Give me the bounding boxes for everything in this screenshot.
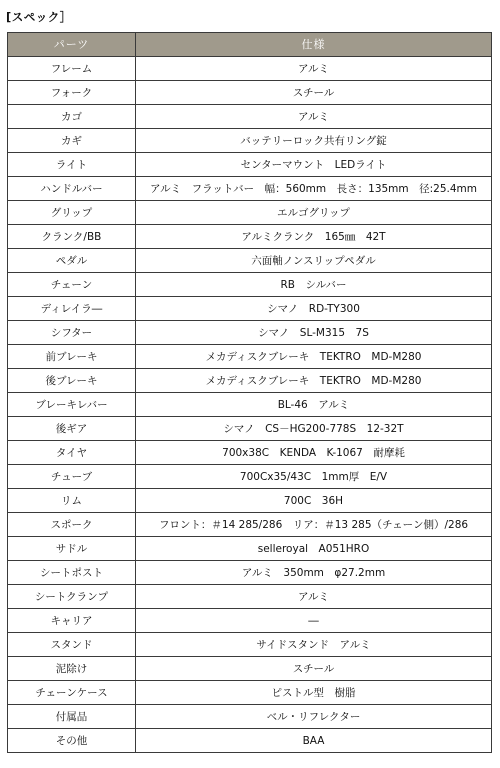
table-row [8,393,492,417]
spec-value: メカディスクブレーキ TEKTRO MD-M280 [136,345,492,369]
part-name: 前ブレーキ [8,345,136,369]
table-row [8,705,492,729]
part-name: シートクランプ [8,585,136,609]
table-header-row [8,33,492,57]
part-name: スポーク [8,513,136,537]
table-row [8,441,492,465]
part-name: ブレーキレバー [8,393,136,417]
table-row [8,417,492,441]
part-name: サドル [8,537,136,561]
spec-table [7,32,492,753]
header-spec: 仕様 [136,33,492,57]
table-row [8,729,492,753]
part-name: カゴ [8,105,136,129]
part-name: 付属品 [8,705,136,729]
spec-value: スチール [136,81,492,105]
spec-value: アルミ 350mm φ27.2mm [136,561,492,585]
part-name: ハンドルバー [8,177,136,201]
table-row [8,681,492,705]
part-name: シートポスト [8,561,136,585]
part-name: カギ [8,129,136,153]
part-name: フレーム [8,57,136,81]
spec-value: アルミ [136,585,492,609]
table-row [8,513,492,537]
table-row [8,609,492,633]
part-name: シフター [8,321,136,345]
spec-value: ― [136,609,492,633]
part-name: キャリア [8,609,136,633]
part-name: その他 [8,729,136,753]
table-row [8,321,492,345]
part-name: 後ギア [8,417,136,441]
part-name: 後ブレーキ [8,369,136,393]
table-row [8,57,492,81]
spec-value: センターマウント LEDライト [136,153,492,177]
table-row [8,129,492,153]
part-name: タイヤ [8,441,136,465]
table-row [8,297,492,321]
spec-value: メカディスクブレーキ TEKTRO MD-M280 [136,369,492,393]
table-row [8,585,492,609]
table-row [8,81,492,105]
table-row [8,177,492,201]
spec-value: 六面軸ノンスリップペダル [136,249,492,273]
table-row [8,561,492,585]
spec-value: スチール [136,657,492,681]
spec-value: サイドスタンド アルミ [136,633,492,657]
part-name: スタンド [8,633,136,657]
spec-value: アルミ [136,57,492,81]
spec-value: アルミクランク 165㎜ 42T [136,225,492,249]
part-name: ディレイラ― [8,297,136,321]
spec-value: 700C 36H [136,489,492,513]
table-row [8,225,492,249]
spec-value: ベル・リフレクター [136,705,492,729]
spec-value: エルゴグリップ [136,201,492,225]
spec-value: フロント：＃14 285/286 リア：＃13 285（チェーン側）/286 [136,513,492,537]
table-row [8,153,492,177]
part-name: クランク/BB [8,225,136,249]
spec-value: selleroyal A051HRO [136,537,492,561]
table-row [8,249,492,273]
part-name: チェーン [8,273,136,297]
part-name: ペダル [8,249,136,273]
spec-value: シマノ CS－HG200-778S 12-32T [136,417,492,441]
part-name: チューブ [8,465,136,489]
table-row [8,105,492,129]
table-row [8,345,492,369]
part-name: 泥除け [8,657,136,681]
part-name: ライト [8,153,136,177]
part-name: リム [8,489,136,513]
spec-value: アルミ フラットバー 幅：560mm 長さ：135mm 径:25.4mm [136,177,492,201]
spec-value: RB シルバー [136,273,492,297]
section-title: [スペック］ [6,10,72,24]
spec-value: アルミ [136,105,492,129]
spec-value: シマノ RD-TY300 [136,297,492,321]
part-name: チェーンケース [8,681,136,705]
spec-value: BL-46 アルミ [136,393,492,417]
spec-value: バッテリーロック共有リング錠 [136,129,492,153]
table-row [8,633,492,657]
spec-value: シマノ SL-M315 7S [136,321,492,345]
spec-value: BAA [136,729,492,753]
table-row [8,369,492,393]
header-parts: パーツ [8,33,136,57]
table-row [8,489,492,513]
spec-value: ピストル型 樹脂 [136,681,492,705]
part-name: グリップ [8,201,136,225]
spec-value: 700Cx35/43C 1mm厚 E/V [136,465,492,489]
table-row [8,465,492,489]
table-row [8,201,492,225]
table-row [8,273,492,297]
table-row [8,537,492,561]
table-row [8,657,492,681]
part-name: フォーク [8,81,136,105]
spec-value: 700x38C KENDA K-1067 耐摩耗 [136,441,492,465]
